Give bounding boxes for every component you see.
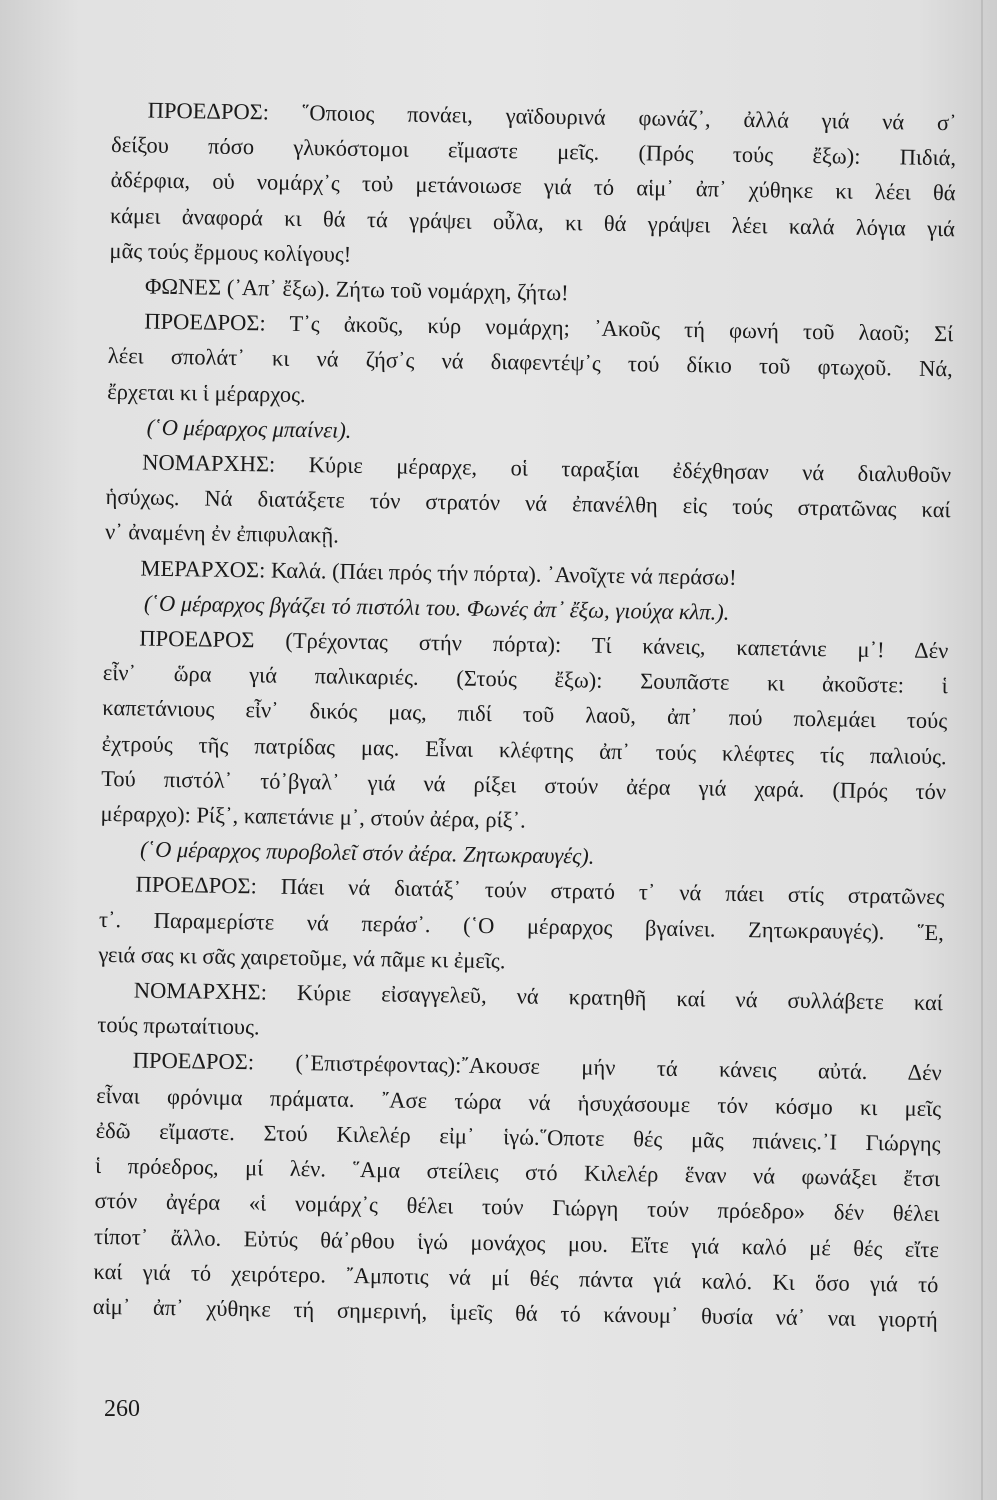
- text-line: ΝΟΜΑΡΧΗΣ: Κύριε εἰσαγγελεῦ, νά κρατηθῆ καί νά συλλάβετε καί: [133, 977, 943, 1016]
- text-line: ΠΡΟΕΔΡΟΣ: Τ᾽ς ἀκοῦς, κύρ νομάρχη; ᾽Ακοῦς τή φωνή τοῦ λαοῦ; Σί: [144, 308, 954, 347]
- text-line: μέραρχο): Ρίξ᾽, καπετάνιε μ᾽, στούν ἀέρα, ρίξ᾽.: [100, 800, 526, 833]
- text-line: αἱμ᾽ ἀπ᾽ χύθηκε τή σημερινή, ἱμεῖς θά τό κάνουμ᾽ θυσία νά᾽ ναι γιορτή: [92, 1293, 939, 1333]
- text-line: γειά σας κι σᾶς χαιρετοῦμε, νά πᾶμε κι ἐμεῖς.: [98, 941, 506, 974]
- page-number: 260: [104, 1396, 140, 1422]
- text-line: λέει σπολάτ᾽ κι νά ζήσ᾽ς νά διαφεντέψ᾽ς τού δίκιο τοῦ φτωχοῦ. Νά,: [107, 343, 953, 382]
- text-line: ἱ πρόεδρος, μί λέν. ῞Αμα στείλεις στό Κιλελέρ ἕναν νά φωνάξει ἔτσι: [94, 1152, 941, 1192]
- text-line: εἶναι φρόνιμα πράματα. ῎Ασε τώρα νά ἡσυχάσουμε τόν κόσμο κι μεῖς: [96, 1082, 942, 1121]
- text-line: ΦΩΝΕΣ (᾽Απ᾽ ἔξω). Ζήτω τοῦ νομάρχη, ζήτω!: [144, 273, 569, 306]
- body-text: [93, 92, 957, 1337]
- text-line: δείξου πόσο γλυκόστομοι εἴμαστε μεῖς. (Πρός τούς ἔξω): Πιδιά,: [110, 132, 957, 171]
- text-line: ἐδῶ εἴμαστε. Στού Κιλελέρ εἰμ᾽ ἱγώ.῞Οποτε θές μᾶς πιάνεις.᾽Ι Γιώργης: [95, 1117, 941, 1157]
- text-line: καπετάνιους εἶν᾽ δικός μας, πιδί τοῦ λαοῦ, ἀπ᾽ πού πολεμάει τούς: [102, 695, 948, 734]
- text-line: ἡσύχως. Νά διατάξετε τόν στρατόν νά ἐπανέλθη εἰς τούς στρατῶνας καί: [105, 484, 951, 523]
- text-line: ἀδέρφια, οὑ νομάρχ᾽ς τοὐ μετάνοιωσε γιά τό αἱμ᾽ ἀπ᾽ χύθηκε κι λέει θά: [110, 167, 956, 206]
- text-line: (῾Ο μέραρχος βγάζει τό πιστόλι του. Φωνές ἀπ᾽ ἔξω, γιούχα κλπ.).: [143, 590, 730, 625]
- text-line: ν᾽ ἀναμένη ἐν ἐπιφυλακῇ.: [104, 519, 340, 549]
- text-line: ΝΟΜΑΡΧΗΣ: Κύριε μέραρχε, οἱ ταραξίαι ἐδέχθησαν νά διαλυθοῦν: [141, 449, 952, 488]
- text-line: τ᾽. Παραμερίστε νά περάσ᾽. (῾Ο μέραρχος βγαίνει. Ζητωκραυγές). ῞Ε,: [98, 906, 945, 945]
- text-line: τίποτ᾽ ἄλλο. Εὐτύς θά᾽ρθου ἱγώ μονάχος μου. Εἴτε γιά καλό μέ θές εἴτε: [93, 1223, 940, 1262]
- text-line: (῾Ο μέραρχος πυροβολεῖ στόν ἀέρα. Ζητωκραυγές).: [139, 836, 595, 869]
- text-line: εἶν᾽ ὥρα γιά παλικαριές. (Στούς ἔξω): Σουπᾶστε κι ἀκοῦστε: ἱ: [102, 660, 948, 699]
- text-line: στόν ἀγέρα «ἱ νομάρχ᾽ς θέλει τούν Γιώργη τούν πρόεδρο» δέν θέλει: [94, 1188, 940, 1227]
- text-line: ἔρχεται κι ἱ μέραρχος.: [107, 378, 306, 407]
- text-line: ἐχτρούς τῆς πατρίδας μας. Εἶναι κλέφτης ἀπ᾽ τούς κλέφτες τίς παλιούς.: [101, 730, 947, 769]
- text-line: καί γιά τό χειρότερο. ῎Αμποτις νά μί θές πάντα γιά καλό. Κι ὅσο γιά τό: [93, 1258, 939, 1297]
- text-line: (῾Ο μέραρχος μπαίνει).: [146, 414, 352, 443]
- text-line: κάμει ἀναφορά κι θά τά γράψει οὖλα, κι θά γράψει λέει καλά λόγια γιά: [109, 202, 956, 241]
- page-edge-divider: [981, 0, 983, 1500]
- text-line: Τού πιστόλ᾽ τό᾽βγαλ᾽ γιά νά ρίξει στούν ἀέρα γιά χαρά. (Πρός τόν: [101, 765, 947, 805]
- text-line: ΠΡΟΕΔΡΟΣ: (᾽Επιστρέφοντας):῎Ακουσε μήν τά κάνεις αὐτά. Δέν: [132, 1047, 942, 1086]
- text-line: ΜΕΡΑΡΧΟΣ: Καλά. (Πάει πρός τήν πόρτα). ᾽Ανοῖχτε νά περάσω!: [140, 555, 737, 590]
- text-line: ΠΡΟΕΔΡΟΣ: Πάει νά διατάξ᾽ τούν στρατό τ᾽ νά πάει στίς στρατῶνες: [135, 871, 945, 910]
- text-line: μᾶς τούς ἔρμους κολίγους!: [109, 237, 352, 267]
- text-line: ΠΡΟΕΔΡΟΣ: ῞Οποιος πονάει, γαϊδουρινά φωνάζ᾽, ἀλλά γιά νά σ᾽: [147, 97, 957, 136]
- text-line: ΠΡΟΕΔΡΟΣ (Τρέχοντας στήν πόρτα): Τί κάνεις, καπετάνιε μ᾽! Δέν: [139, 625, 949, 664]
- text-line: τούς πρωταίτιους.: [97, 1012, 260, 1040]
